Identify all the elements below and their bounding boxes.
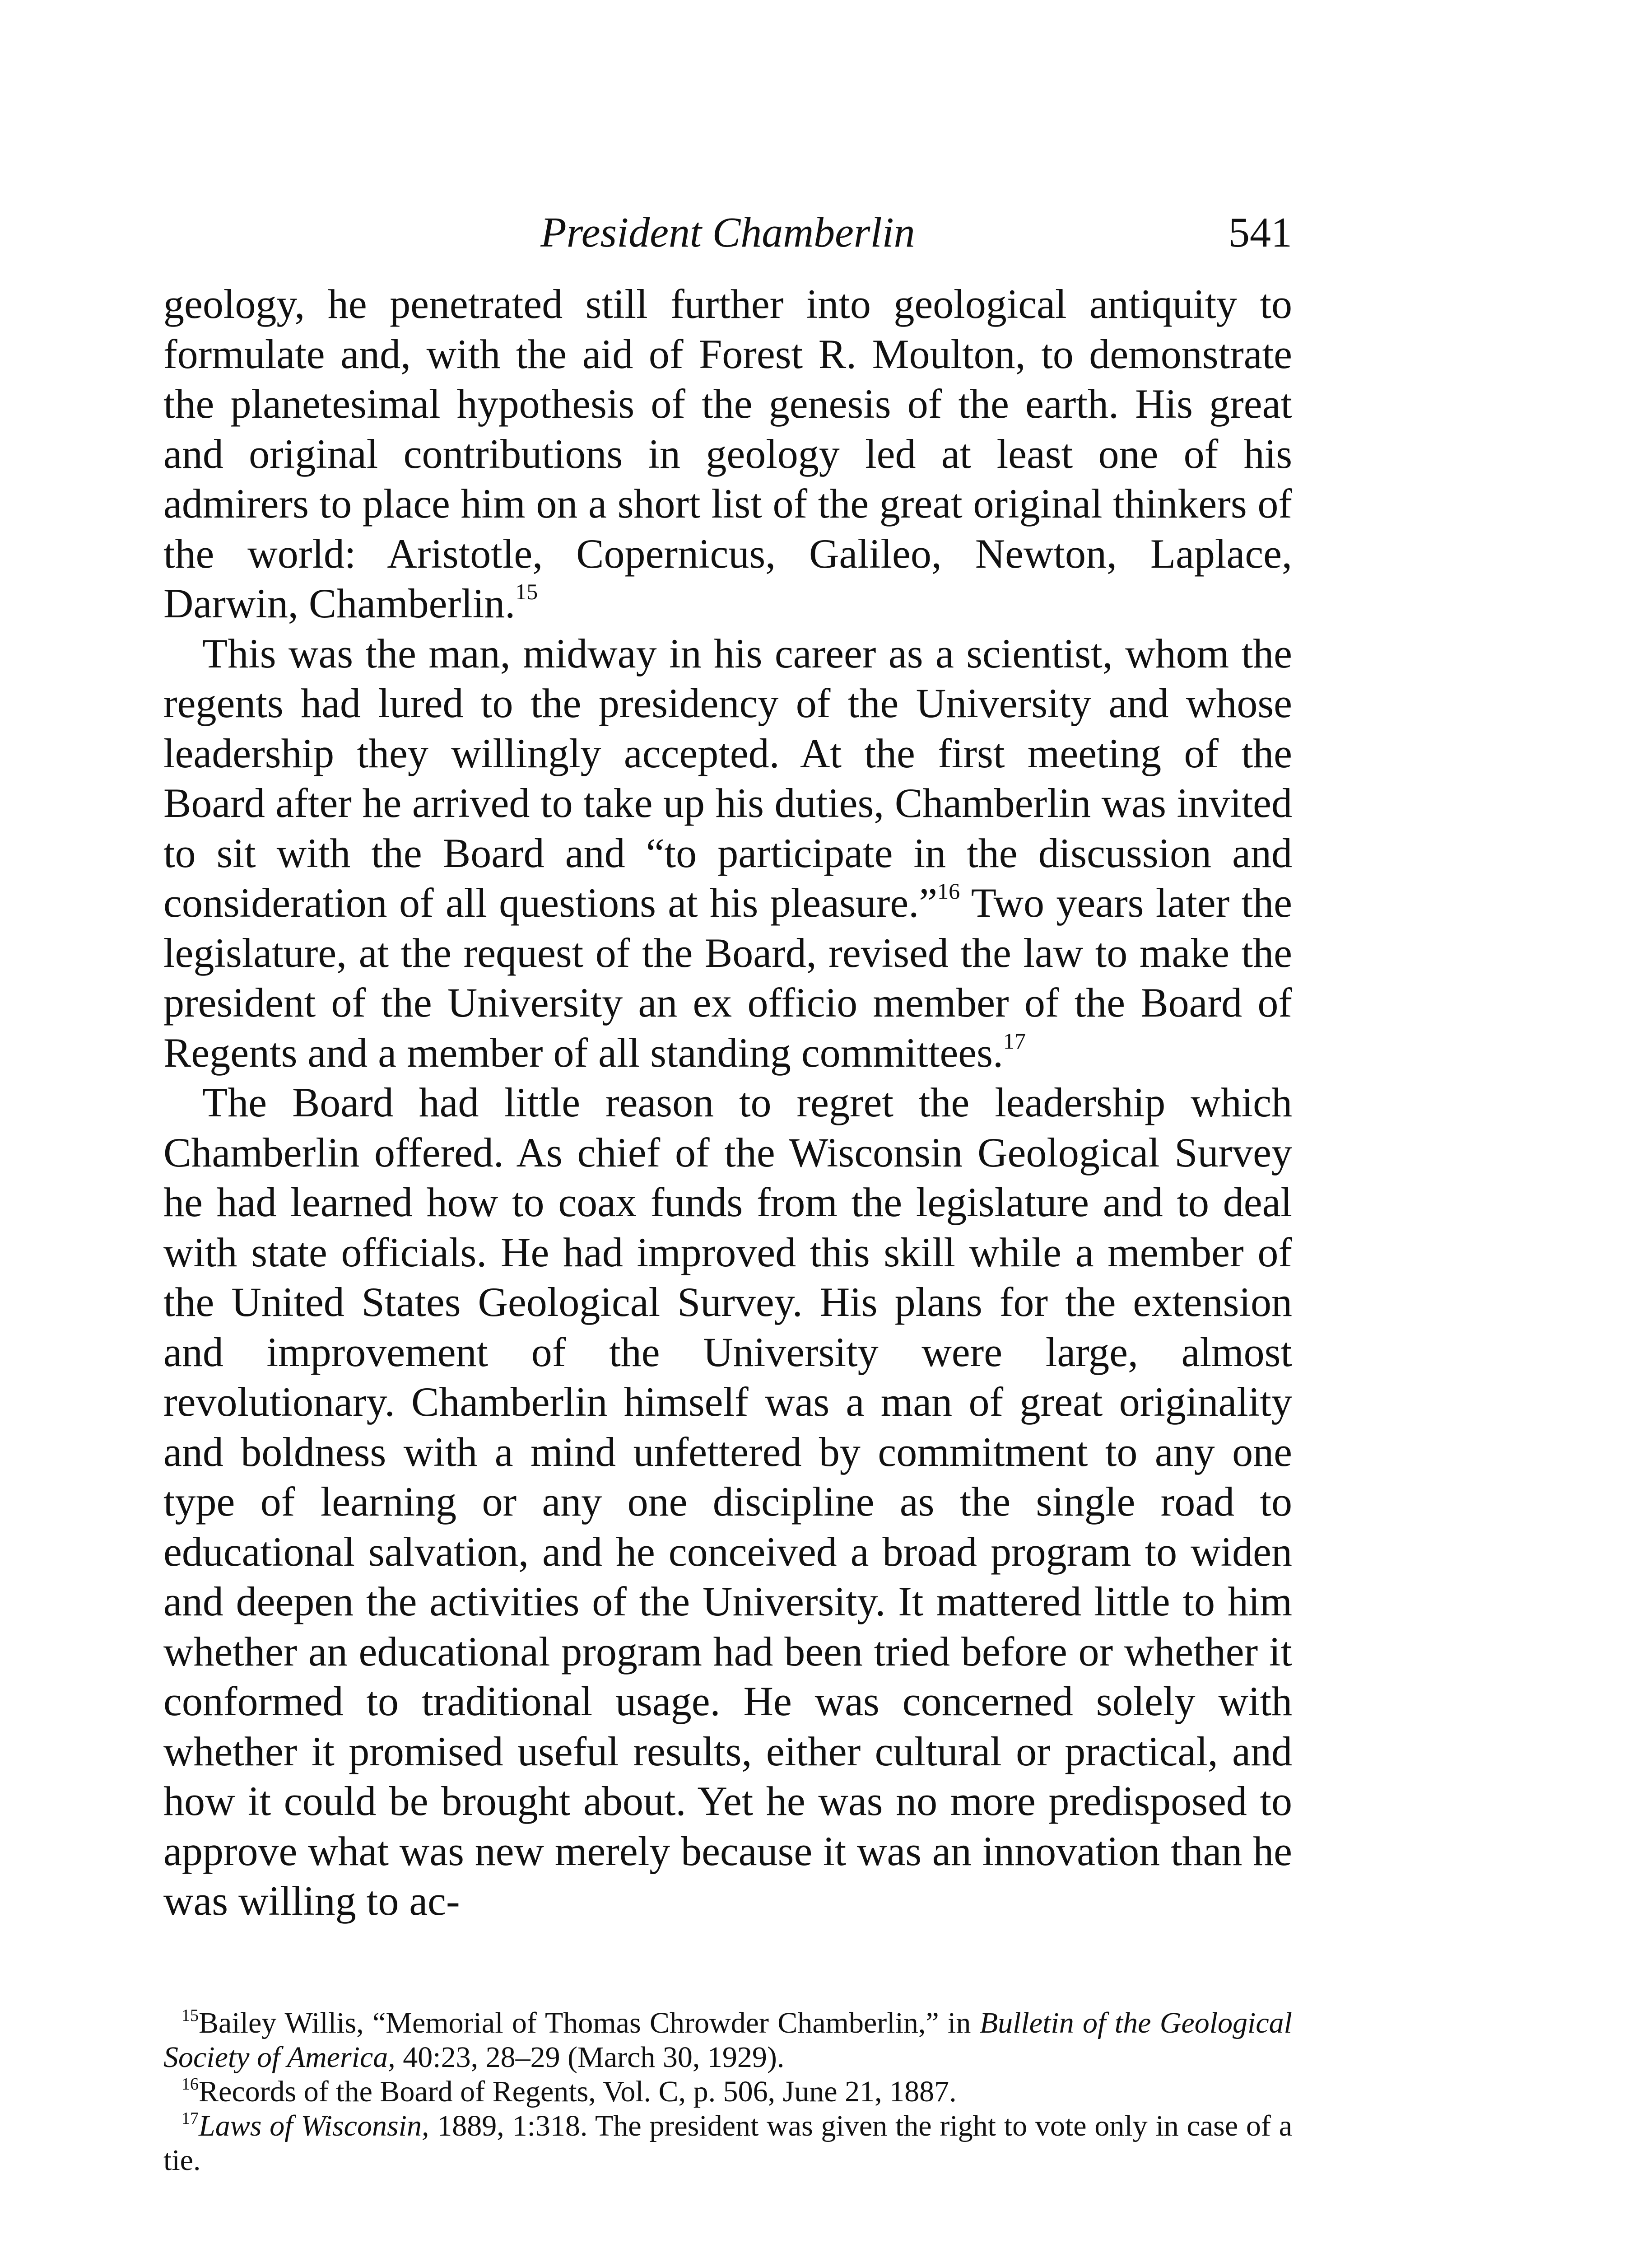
footnotes	[163, 2006, 1292, 2178]
footnote-number: 16	[181, 2075, 199, 2094]
footnote-16	[163, 2075, 1292, 2109]
note-ref-15: 15	[515, 579, 538, 604]
paragraph-2	[163, 629, 1292, 1078]
running-head	[163, 205, 1292, 260]
footnote-text: Records of the Board of Regents, Vol. C, p. 506, June 21, 1887.	[199, 2075, 957, 2108]
footnote-15	[163, 2006, 1292, 2075]
paragraph-2-text-b: Two years later the legislature, at the request of the Board, revised the law to make the president of the University an ex officio member of the Board of Regents and a member of all standing committees.	[163, 880, 1292, 1076]
body-text	[163, 279, 1292, 1926]
note-ref-17: 17	[1003, 1028, 1026, 1054]
footnote-number: 15	[181, 2006, 199, 2025]
note-ref-16: 16	[937, 878, 960, 904]
footnote-text: Bailey Willis, “Memorial of Thomas Chrowder Chamberlin,” in	[199, 2006, 980, 2039]
paragraph-1-text: geology, he penetrated still further into geological antiquity to formulate and, with the aid of Forest R. Moulton, to demonstrate the planetesimal hypothesis of the genesis of the earth. His great and original contributions in geology led at least one of his admirers to place him on a short list of the great original thinkers of the world: Aristotle, Copernicus, Galileo, Newton, Laplace, Darwin, Chamberlin.	[163, 281, 1292, 626]
paragraph-3-text: The Board had little reason to regret the leadership which Chamberlin offered. As chief of the Wisconsin Geological Survey he had learned how to coax funds from the legislature and to deal with state officials. He had improved this skill while a member of the United States Geological Survey. His plans for the extension and improvement of the University were large, almost revolutionary. Chamberlin himself was a man of great originality and boldness with a mind unfettered by commitment to any one type of learning or any one discipline as the single road to educational salvation, and he conceived a broad program to widen and deepen the activities of the University. It mattered little to him whether an educational program had been tried before or whether it conformed to traditional usage. He was concerned solely with whether it promised useful results, either cultural or practical, and how it could be brought about. Yet he was no more predisposed to approve what was new merely because it was an innovation than he was willing to ac-	[163, 1079, 1292, 1924]
footnote-text: 40:23, 28–29 (March 30, 1929).	[395, 2041, 785, 2074]
paragraph-3	[163, 1078, 1292, 1926]
page-number: 541	[1229, 209, 1292, 256]
running-title: President Chamberlin	[540, 209, 915, 256]
footnote-text: 1889, 1:318. The president was given the right to vote only in case of a tie.	[163, 2109, 1292, 2177]
paragraph-1	[163, 279, 1292, 629]
footnote-17	[163, 2109, 1292, 2178]
paragraph-2-text-a: This was the man, midway in his career as a scientist, whom the regents had lured to the presidency of the University and whose leadership they willingly accepted. At the first meeting of the Board after he arrived to take up his duties, Chamberlin was invited to sit with the Board and “to participate in the discussion and consideration of all questions at his pleasure.”	[163, 630, 1292, 926]
footnote-number: 17	[181, 2109, 199, 2128]
footnote-italic-title: Bulletin of the Geological Society of America,	[163, 2006, 1292, 2074]
footnote-italic-title: Laws of Wisconsin,	[199, 2109, 429, 2142]
